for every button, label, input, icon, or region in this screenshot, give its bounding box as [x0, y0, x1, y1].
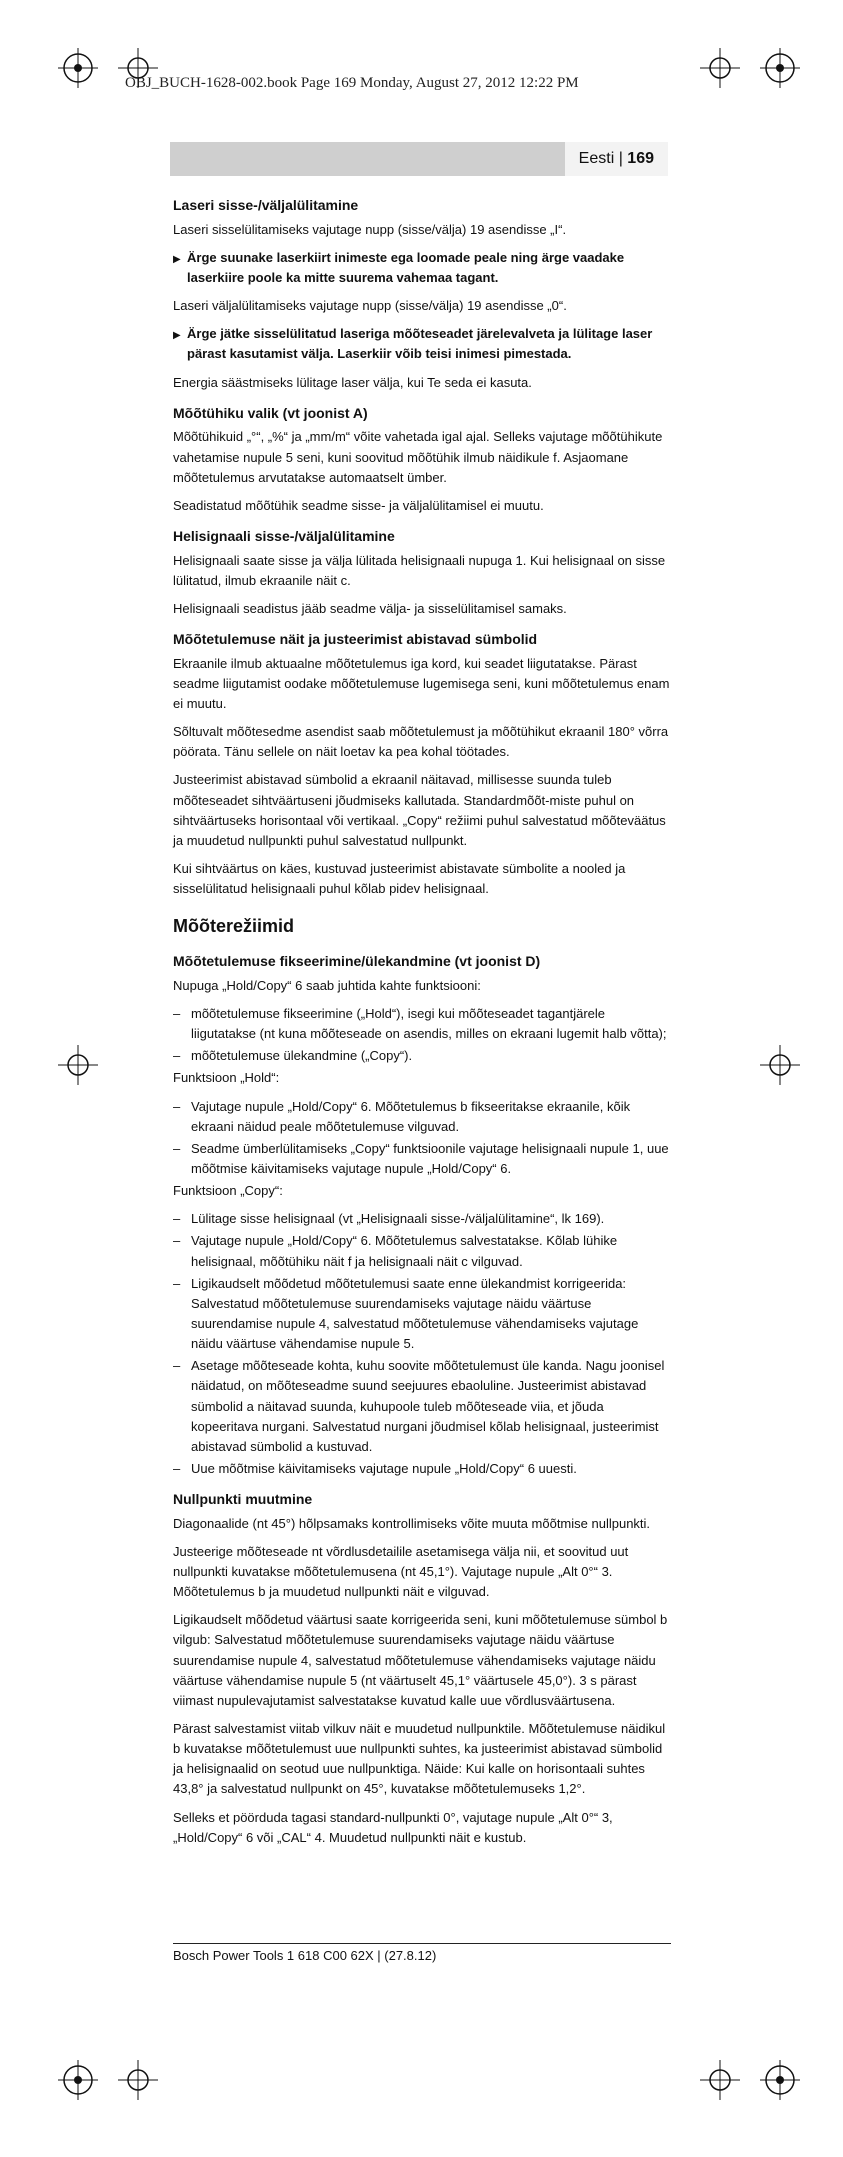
section-heading: Helisignaali sisse-/väljalülitamine — [173, 527, 395, 544]
crosshair-mark-icon — [760, 1045, 800, 1085]
list-item-text: Vajutage nupule „Hold/Copy“ 6. Mõõtetulemus salvestatakse. Kõlab lühike helisignaal, mõõtühiku näit f ja helisignaali näit c vilguvad. — [191, 1233, 618, 1269]
list-item-text: mõõtetulemuse ülekandmine („Copy“). — [191, 1048, 413, 1064]
warning-paragraph — [173, 324, 673, 364]
body-paragraph: Nupuga „Hold/Copy“ 6 saab juhtida kahte funktsiooni: — [173, 977, 481, 993]
crosshair-mark-icon — [700, 2060, 740, 2100]
body-paragraph: Justeerimist abistavad sümbolid a ekraanil näitavad, millisesse suunda tuleb mõõteseadet sihtväärtuseni jõudmiseks kallutada. Standardmõõt-miste puhul on sihtväärtuseks horisontaal või vertikaal. „Copy“ režiimi puhul salvestatud mõõteväätus ja muudetud nullpunkti puhul salvestatud nullpunkt. — [173, 772, 666, 848]
crosshair-mark-icon — [118, 2060, 158, 2100]
list-dash-icon: – — [173, 1460, 181, 1476]
list-item — [173, 1231, 673, 1271]
list-item-text: Uue mõõtmise käivitamiseks vajutage nupule „Hold/Copy“ 6 uuesti. — [191, 1460, 577, 1476]
list-item-text: Lülitage sisse helisignaal (vt „Helisignaali sisse-/väljalülitamine“, lk 169). — [191, 1211, 605, 1227]
body-paragraph: Laseri sisselülitamiseks vajutage nupp (sisse/välja) 19 asendisse „I“. — [173, 221, 567, 237]
list-item — [173, 1209, 673, 1229]
body-paragraph: Seadistatud mõõtühik seadme sisse- ja väljalülitamisel ei muutu. — [173, 497, 544, 513]
list-item-text: Vajutage nupule „Hold/Copy“ 6. Mõõtetulemus b fikseeritakse ekraanile, kõik ekraani näidud peale mõõtetulemuse vilguvad. — [191, 1098, 631, 1134]
warning-text: Ärge jätke sisselülitatud laseriga mõõteseadet järelevalveta ja lülitage laser pärast kasutamist välja. Laserkiir võib teisi inimesi pimestada. — [187, 326, 653, 362]
warning-arrow-icon: ▶ — [173, 253, 181, 265]
body-paragraph: Justeerige mõõteseade nt võrdlusdetailile asetamisega välja nii, et soovitud uut nullpunkti kuvatakse mõõtetulemusena (nt 45,1°). Vajutage nupule „Alt 0°“ 3. Mõõtetulemus b ja muudetud nullpunkti näit e vilguvad. — [173, 1543, 629, 1600]
list-dash-icon: – — [173, 1275, 181, 1291]
crop-registration-mark-icon — [760, 2060, 800, 2100]
list-item — [173, 1274, 673, 1355]
warning-paragraph — [173, 248, 673, 288]
page-footer: Bosch Power Tools 1 618 C00 62X | (27.8.12) — [173, 1943, 671, 1963]
list-dash-icon: – — [173, 1140, 181, 1156]
warning-text: Ärge suunake laserkiirt inimeste ega loomade peale ning ärge vaadake laserkiire poole ka mitte suurema vahemaa tagant. — [187, 249, 625, 285]
body-paragraph: Pärast salvestamist viitab vilkuv näit e muudetud nullpunktile. Mõõtetulemuse näidikul b kuvatakse mõõtetulemust uue nullpunkti suhtes, ka justeerimist abistavad sümbolid ja helisignaalid on seotud uue nullpunktiga. Näide: Kui kalle on horisontaali suhtes 43,8° ja salvestatud nullpunkt on 45°, kuvatakse mõõtetulemuseks 1,2°. — [173, 1721, 666, 1797]
list-item — [173, 1356, 673, 1457]
book-header-line: OBJ_BUCH-1628-002.book Page 169 Monday, August 27, 2012 12:22 PM — [125, 75, 579, 91]
list-item-text: mõõtetulemuse fikseerimine („Hold“), isegi kui mõõteseadet tagantjärele liigutatakse (nt kuna mõõteseade on asendis, milles on ekraani lugemit halb võtta); — [191, 1005, 667, 1042]
list-dash-icon: – — [173, 1098, 181, 1114]
crosshair-mark-icon — [118, 48, 158, 88]
body-paragraph: Funktsioon „Copy“: — [173, 1183, 283, 1199]
page-number: 169 — [627, 150, 654, 167]
list-item-text: Asetage mõõteseade kohta, kuhu soovite mõõtetulemust üle kanda. Nagu joonisel näidatud, on mõõteseadme suund seejuures ebaoluline. Justeerimist abistavad sümbolid a näitavad suunda, kuhupoole tuleb mõõteseade viia, et jõuda kopeeritava nurgani. Salvestatud nurgani jõudmisel kõlab helisignaal, justeerimist abistavad sümbolid a kustuvad. — [191, 1358, 665, 1454]
crosshair-mark-icon — [58, 1045, 98, 1085]
list-item-text: Ligikaudselt mõõdetud mõõtetulemusi saate enne ülekandmist korrigeerida: Salvestatud mõõtetulemuse suurendamiseks vajutage näidu väärtuse suurendamise nupule 4, salvestatud mõõtetulemuse vähendamiseks vajutage näidu väärtuse vähendamise nupule 5. — [191, 1275, 639, 1352]
body-paragraph: Diagonaalide (nt 45°) hõlpsamaks kontrollimiseks võite muuta mõõtmise nullpunkti. — [173, 1515, 651, 1531]
page-language-label: Eesti — [578, 150, 615, 167]
list-item — [173, 1004, 673, 1044]
list-item — [173, 1459, 673, 1479]
list-dash-icon: – — [173, 1048, 181, 1064]
list-item — [173, 1139, 673, 1179]
crosshair-mark-icon — [700, 48, 740, 88]
section-heading: Nullpunkti muutmine — [173, 1491, 313, 1508]
section-heading: Mõõtetulemuse näit ja justeerimist abistavad sümbolid — [173, 631, 538, 648]
page-header-bar — [170, 142, 668, 176]
body-paragraph: Helisignaali seadistus jääb seadme välja- ja sisselülitamisel samaks. — [173, 600, 567, 616]
crop-registration-mark-icon — [58, 48, 98, 88]
body-paragraph: Ligikaudselt mõõdetud väärtusi saate korrigeerida seni, kuni mõõtetulemuse sümbol b vilgub: Salvestatud mõõtetulemuse suurendamiseks vajutage näidu väärtuse suurendamise nupule 4, salvestatud mõõtetulemuse vähendamiseks vajutage näidu väärtuse vähendamise nupule 5 (nt väärtuselt 45,1° väärtusele 45,0°). 3 s pärast viimast nupulevajutamist salvestatakse kuvatud kalle uue võrdlusväärtusena. — [173, 1612, 668, 1708]
list-dash-icon: – — [173, 1233, 181, 1249]
page-number-box: Eesti | 169 — [565, 142, 668, 176]
section-heading: Laseri sisse-/väljalülitamine — [173, 197, 359, 213]
crop-registration-mark-icon — [760, 48, 800, 88]
body-paragraph: Laseri väljalülitamiseks vajutage nupp (sisse/välja) 19 asendisse „0“. — [173, 298, 567, 314]
body-paragraph: Energia säästmiseks lülitage laser välja, kui Te seda ei kasuta. — [173, 374, 532, 390]
section-heading: Mõõterežiimid — [173, 916, 295, 937]
body-paragraph: Funktsioon „Hold“: — [173, 1070, 280, 1086]
body-paragraph: Selleks et pöörduda tagasi standard-nullpunkti 0°, vajutage nupule „Alt 0°“ 3, „Hold/Copy“ 6 või „CAL“ 4. Muudetud nullpunkti näit e kustub. — [173, 1809, 613, 1845]
list-item — [173, 1097, 673, 1137]
body-paragraph: Helisignaali saate sisse ja välja lülitada helisignaali nupuga 1. Kui helisignaal on sisse lülitatud, ilmub ekraanile näit c. — [173, 552, 666, 588]
list-dash-icon: – — [173, 1005, 181, 1021]
manual-content — [173, 185, 673, 1856]
body-paragraph: Kui sihtväärtus on käes, kustuvad justeerimist abistavate sümbolite a nooled ja sisselülitatud helisignaali puhul kõlab pidev helisignaal. — [173, 860, 626, 897]
warning-arrow-icon: ▶ — [173, 330, 181, 342]
body-paragraph: Sõltuvalt mõõtesedme asendist saab mõõtetulemust ja mõõtühikut ekraanil 180° võrra pöörata. Tänu sellele on näit loetav ka pea kohal töötades. — [173, 724, 669, 760]
body-paragraph: Mõõtühikuid „°“, „%“ ja „mm/m“ võite vahetada igal ajal. Selleks vajutage mõõtühikute vahetamise nupule 5 seni, kuni soovitud mõõtühik ilmub näidikule f. Asjaomane mõõtetulemus arvutatakse automaatselt ümber. — [173, 429, 663, 485]
list-dash-icon: – — [173, 1358, 181, 1374]
list-item-text: Seadme ümberlülitamiseks „Copy“ funktsioonile vajutage helisignaali nupule 1, uue mõõtmise käivitamiseks vajutage nupule „Hold/Copy“ 6. — [191, 1140, 669, 1176]
section-heading: Mõõtühiku valik (vt joonist A) — [173, 404, 368, 421]
list-dash-icon: – — [173, 1211, 181, 1227]
body-paragraph: Ekraanile ilmub aktuaalne mõõtetulemus iga kord, kui seadet liigutatakse. Pärast seadme liigutamist oodake mõõtetulemuse lugemisega seni, kuni mõõtetulemus enam ei muutu. — [173, 655, 670, 711]
crop-registration-mark-icon — [58, 2060, 98, 2100]
list-item — [173, 1046, 673, 1066]
section-heading: Mõõtetulemuse fikseerimine/ülekandmine (vt joonist D) — [173, 953, 541, 970]
